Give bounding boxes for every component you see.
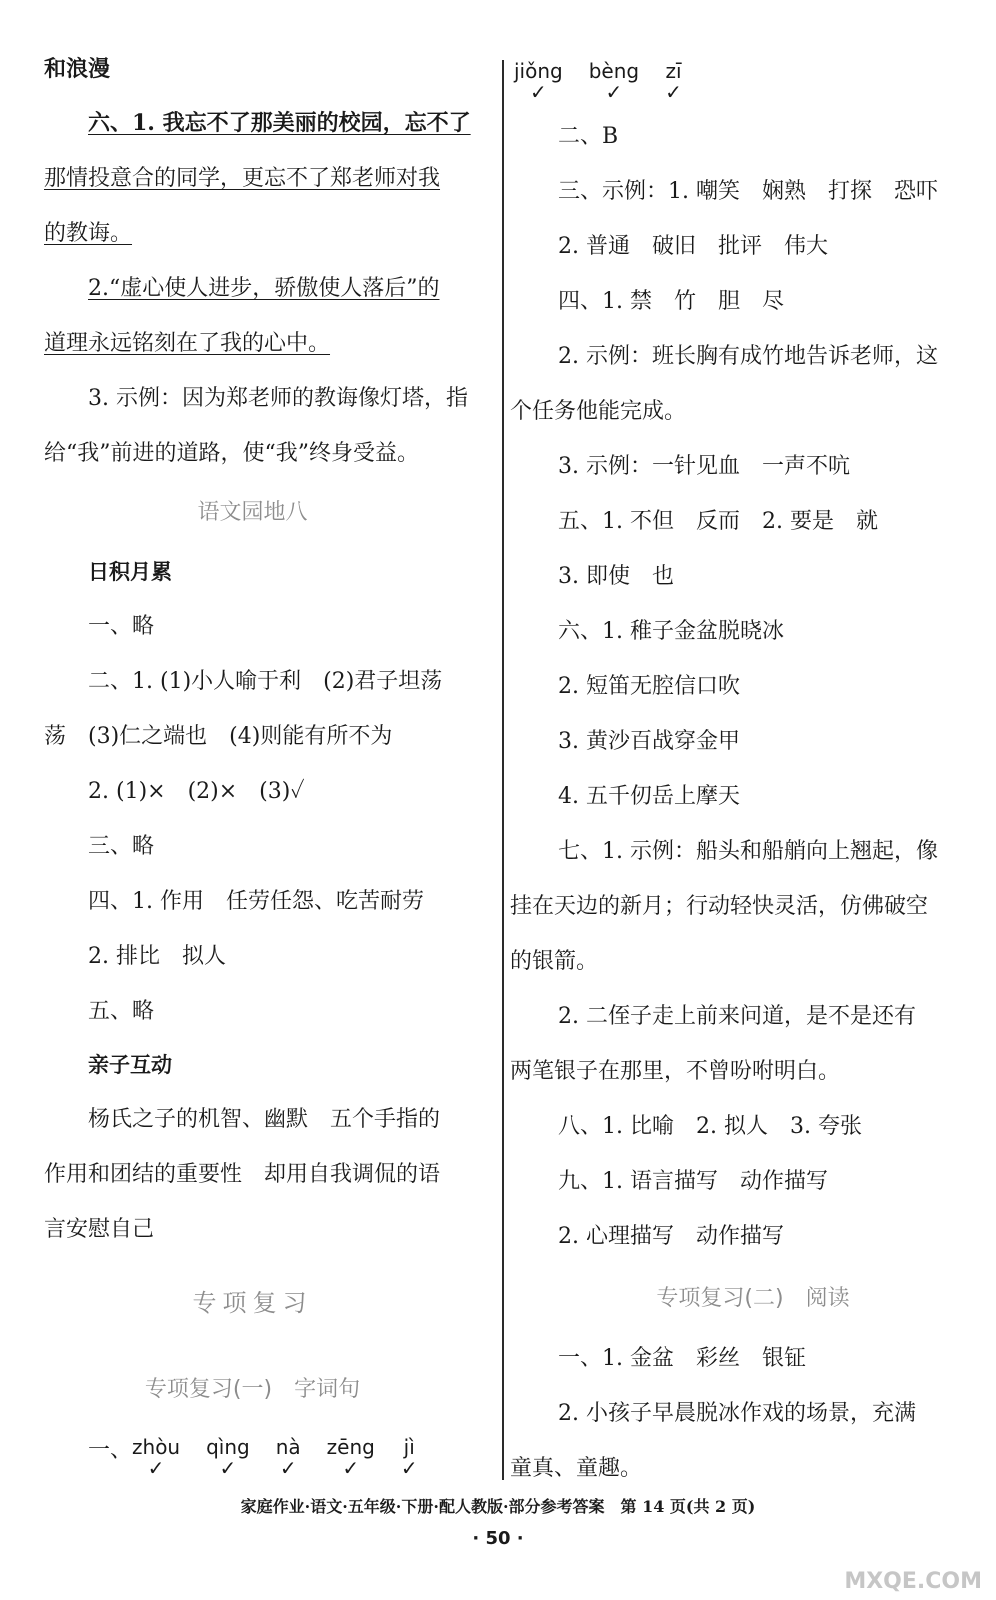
pinyin-item: zī ✓	[665, 59, 682, 104]
pinyin-item: nà ✓	[275, 1435, 301, 1480]
answer-4-3: 3. 示例：一针见血 一声不吭	[558, 454, 850, 479]
answer-7-1: 七、1. 示例：船头和船艄向上翘起，像	[558, 839, 938, 864]
check-icon: ✓	[147, 1456, 165, 1480]
answer-4-2: 2. 示例：班长胸有成竹地告诉老师，这	[558, 344, 938, 369]
section-title: 专项复习(一) 字词句	[144, 1377, 361, 1402]
pinyin-row	[514, 58, 996, 110]
page-number: · 50 ·	[472, 1528, 524, 1549]
question-label: 一、	[88, 1438, 133, 1463]
answer-1-2: 2. 小孩子早晨脱冰作戏的场景，充满	[558, 1401, 916, 1426]
answer-6-1-cont: 那情投意合的同学，更忘不了郑老师对我	[44, 166, 441, 191]
answer-4-2-cont: 个任务他能完成。	[510, 399, 687, 424]
section-title: 专项复习	[192, 1289, 313, 1317]
answer-3-2: 2. 普通 破旧 批评 伟大	[558, 234, 828, 259]
subsection-title: 日积月累	[88, 560, 172, 584]
column-divider	[502, 60, 504, 1480]
answer-4-2: 2. 排比 拟人	[88, 944, 226, 969]
check-icon: ✓	[342, 1456, 360, 1480]
answer-1: 一、略	[88, 614, 155, 639]
answer-6-1-end: 的教诲。	[44, 221, 133, 246]
text-line: 和浪漫	[44, 56, 111, 82]
pinyin-item: jì ✓	[400, 1435, 418, 1480]
text-line: 杨氏之子的机智、幽默 五个手指的	[88, 1107, 441, 1132]
subsection-title: 亲子互动	[88, 1053, 172, 1077]
answer-9-1: 九、1. 语言描写 动作描写	[558, 1169, 828, 1194]
answer-8: 八、1. 比喻 2. 拟人 3. 夸张	[558, 1114, 862, 1139]
answer-4-1: 四、1. 禁 竹 胆 尽	[558, 289, 784, 314]
answer-1-1: 一、1. 金盆 彩丝 银钲	[558, 1346, 806, 1371]
answer-6-3-cont: 给“我”前进的道路，使“我”终身受益。	[44, 441, 419, 466]
section-title: 专项复习(二) 阅读	[656, 1286, 850, 1311]
answer-6-2: 2. 短笛无腔信口吹	[558, 674, 740, 699]
text-line: 言安慰自己	[44, 1217, 155, 1242]
answer-7-2-cont: 两笔银子在那里，不曾吩咐明白。	[510, 1059, 841, 1084]
check-icon: ✓	[665, 80, 682, 104]
pinyin-row	[88, 1434, 505, 1486]
answer-2-1: 二、1. (1)小人喻于利 (2)君子坦荡	[88, 669, 443, 694]
answer-5-1: 五、1. 不但 反而 2. 要是 就	[558, 509, 878, 534]
check-icon: ✓	[219, 1456, 237, 1480]
answer-6-3: 3. 示例：因为郑老师的教诲像灯塔，指	[88, 386, 468, 411]
answer-5: 五、略	[88, 999, 155, 1024]
text-line: 作用和团结的重要性 却用自我调侃的语	[44, 1162, 441, 1187]
pinyin-item: bèng ✓	[588, 59, 640, 104]
section-title: 语文园地八	[197, 500, 308, 525]
answer-6-4: 4. 五千仞岳上摩天	[558, 784, 740, 809]
answer-6-3: 3. 黄沙百战穿金甲	[558, 729, 740, 754]
check-icon: ✓	[529, 80, 547, 104]
answer-6-2: 2.“虚心使人进步，骄傲使人落后”的	[88, 276, 440, 301]
pinyin-item: zēng ✓	[326, 1435, 375, 1480]
answer-7-1-cont: 挂在天边的新月；行动轻快灵活，仿佛破空	[510, 894, 929, 919]
answer-4-1: 四、1. 作用 任劳任怨、吃苦耐劳	[88, 889, 424, 914]
pinyin-item: qìng ✓	[206, 1435, 250, 1480]
check-icon: ✓	[605, 80, 623, 104]
pinyin-item: jiǒng ✓	[514, 59, 563, 104]
watermark: MXQE.COM	[844, 1569, 982, 1594]
answer-3: 三、略	[88, 834, 155, 859]
answer-5-3: 3. 即使 也	[558, 564, 674, 589]
answer-2-2: 2. (1)× (2)× (3)✓	[88, 779, 305, 804]
check-icon: ✓	[279, 1456, 297, 1480]
answer-1-2-cont: 童真、童趣。	[510, 1456, 643, 1481]
page-footer: 家庭作业·语文·五年级·下册·配人教版·部分参考答案 第 14 页(共 2 页)	[240, 1497, 756, 1516]
answer-2: 二、B	[558, 124, 619, 149]
answer-6-2-cont: 道理永远铭刻在了我的心中。	[44, 331, 331, 356]
check-icon: ✓	[400, 1456, 418, 1480]
answer-2-1-cont: 荡 (3)仁之端也 (4)则能有所不为	[44, 724, 393, 749]
answer-9-2: 2. 心理描写 动作描写	[558, 1224, 784, 1249]
pinyin-item: zhòu ✓	[132, 1435, 181, 1480]
answer-6-1: 六、1. 我忘不了那美丽的校园，忘不了	[88, 110, 471, 136]
answer-7-1-end: 的银箭。	[510, 949, 599, 974]
answer-7-2: 2. 二侄子走上前来问道，是不是还有	[558, 1004, 916, 1029]
answer-6-1: 六、1. 稚子金盆脱晓冰	[558, 619, 784, 644]
answer-3-1: 三、示例：1. 嘲笑 娴熟 打探 恐吓	[558, 179, 938, 204]
